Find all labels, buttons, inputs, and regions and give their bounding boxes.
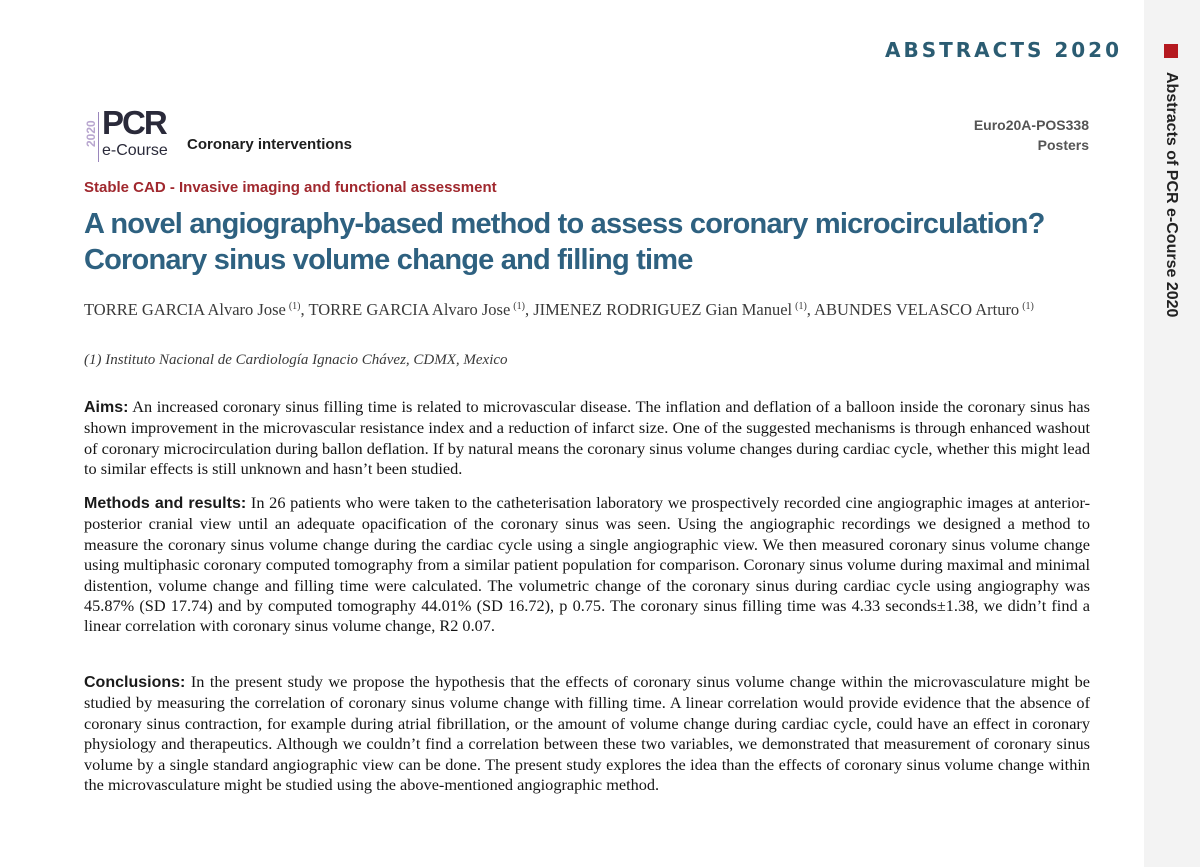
- logo-divider: [98, 112, 99, 162]
- conclusions-label: Conclusions:: [84, 674, 186, 691]
- author-affil-ref: (1): [1022, 301, 1034, 312]
- author-affil-ref: (1): [513, 301, 525, 312]
- title-line-1: A novel angiography-based method to assess coronary microcirculation?: [84, 208, 1045, 240]
- aims-section: [84, 397, 1090, 480]
- pcr-logo: [84, 104, 184, 164]
- title-line-2: Coronary sinus volume change and filling time: [84, 244, 693, 276]
- author-name: JIMENEZ RODRIGUEZ Gian Manuel: [533, 300, 793, 319]
- author-name: ABUNDES VELASCO Arturo: [814, 300, 1020, 319]
- affiliation: (1) Instituto Nacional de Cardiología Ignacio Chávez, CDMX, Mexico: [84, 352, 508, 368]
- abstracts-banner: ABSTRACTS 2020: [885, 38, 1122, 62]
- conclusions-section: [84, 672, 1090, 795]
- logo-year: 2020: [84, 120, 98, 148]
- side-running-title: Abstracts of PCR e-Course 2020: [1163, 72, 1180, 318]
- author-list: TORRE GARCIA Alvaro Jose $^{(1)}$, TORRE GARCIA Alvaro Jose $^{(1)}$, JIMENEZ RODRIGUEZ Gian Manuel $^{(1)}$, ABUNDES VELASCO Arturo $^{(1)}$: [84, 300, 1034, 319]
- logo-subtitle: e-Course: [102, 142, 168, 159]
- author-name: TORRE GARCIA Alvaro Jose: [84, 300, 286, 319]
- side-marker: [1164, 44, 1178, 58]
- author-affil-ref: (1): [795, 301, 807, 312]
- author-name: TORRE GARCIA Alvaro Jose: [308, 300, 511, 319]
- reference-code: Euro20A-POS338: [973, 117, 1089, 133]
- category-label: Coronary interventions: [187, 136, 353, 153]
- aims-text: An increased coronary sinus filling time is related to microvascular disease. The inflation and deflation of a balloon inside the coronary sinus has shown improvement in the microvascular resistance index and a reduction of infarct size. One of the suggested mechanisms is through enhanced washout of coronary microcirculation during ballon deflation. If by natural means the coronary sinus volume changes during cardiac cycle, whether this might lead to similar effects is still unknown and hasn’t been studied.: [84, 397, 1090, 479]
- aims-label: Aims:: [84, 399, 129, 416]
- logo-word: PCR: [102, 104, 166, 141]
- author-affil-ref: (1): [288, 301, 301, 312]
- methods-section: [84, 493, 1090, 637]
- methods-label: Methods and results:: [84, 495, 247, 512]
- reference-type: Posters: [1037, 137, 1089, 153]
- conclusions-text: In the present study we propose the hypothesis that the effects of coronary sinus volume change within the microvasculature might be studied by measuring the correlation of coronary sinus volume change with filling time. A linear correlation would provide evidence that the absence of coronary sinus contraction, for example during atrial fibrillation, or the amount of volume change during cardiac cycle, could have an effect in coronary physiology and therapeutics. Although we couldn’t find a correlation between these two variables, we demonstrated that measurement of coronary sinus volume by a single standard angiographic view can be done. The present study explores the idea than the effects of coronary sinus volume change within the microvasculature might be studied using the above-mentioned angiographic method.: [84, 672, 1091, 795]
- article-title: [84, 206, 1094, 278]
- methods-text: In 26 patients who were taken to the catheterisation laboratory we prospectively recorded cine angiographic images at anterior-posterior cranial view until an adequate opacification of the coronary sinus was seen. Using the angiographic recordings we designed a method to measure the coronary sinus volume change during the cardiac cycle using a single angiographic view. We then measured coronary sinus volume change using multiphasic coronary computed tomography from a similar patient population for comparison. Coronary sinus volume during maximal and minimal distention, volume change and filling time were calculated. The volumetric change of the coronary sinus during cardiac cycle using angiography was 45.87% (SD 17.74) and by computed tomography 44.01% (SD 16.72), p 0.75. The coronary sinus filling time was 4.33 seconds±1.38, we didn’t find a linear correlation with coronary sinus volume change, R2 0.07.: [84, 493, 1091, 636]
- topic-heading: Stable CAD - Invasive imaging and functional assessment: [84, 179, 497, 196]
